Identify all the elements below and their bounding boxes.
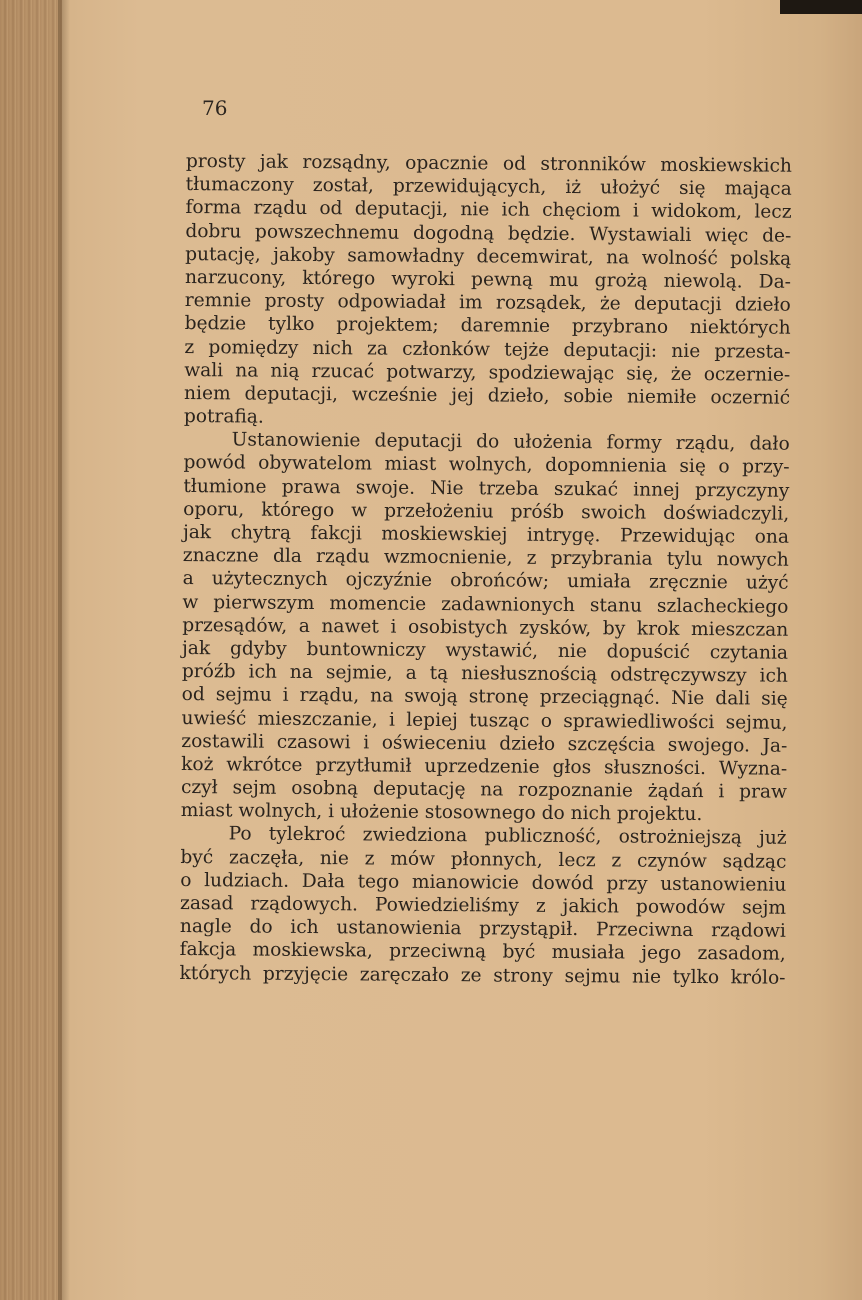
- text-line: narzucony, którego wyroki pewną mu grożą niewolą. Da-: [184, 266, 792, 293]
- text-line: fakcja moskiewska, przeciwną być musiała jego zasadom,: [179, 939, 786, 966]
- text-line: znaczne dla rządu wzmocnienie, z przybrania tylu nowych: [182, 545, 789, 571]
- text-line: przesądów, a nawet i osobistych zysków, by krok mieszczan: [182, 614, 789, 641]
- text-line: niem deputacji, wcześnie jej dzieło, sobie niemiłe oczernić: [184, 382, 791, 409]
- text-line: czył sejm osobną deputację na rozpoznanie żądań i praw: [180, 777, 788, 803]
- text-line: jak gdyby buntowniczy wystawić, nie dopuścić czytania: [182, 637, 789, 664]
- text-line: oporu, którego w przełożeniu próśb swoich doświadczyli,: [183, 498, 790, 525]
- text-line: potrafią.: [183, 406, 264, 428]
- text-line: jak chytrą fakcji moskiewskiej intrygę. Przewidując ona: [182, 521, 790, 548]
- text-line: zostawili czasowi i oświeceniu dzieło szczęścia swojego. Ja-: [181, 730, 788, 757]
- page-number: 76: [202, 96, 228, 120]
- text-line: będzie tylko projektem; daremnie przybrano niektórych: [184, 313, 791, 340]
- text-line: być zaczęła, nie z mów płonnych, lecz z czynów sądząc: [180, 846, 787, 873]
- text-line: z pomiędzy nich za członków tejże deputacji: nie przesta-: [184, 336, 791, 363]
- text-line: tłumione prawa swoje. Nie trzeba szukać innej przyczyny: [183, 475, 790, 502]
- text-line: próźb ich na sejmie, a tą niesłusznością odstręczywszy ich: [181, 661, 788, 687]
- text-line: powód obywatelom miast wolnych, dopomnienia się o przy-: [183, 452, 790, 479]
- text-line: dobru powszechnemu dogodną będzie. Wystawiali więc de-: [185, 220, 792, 247]
- page-corner-shadow: [780, 0, 862, 14]
- text-line: koż wkrótce przytłumił uprzedzenie głos słuszności. Wyzna-: [181, 753, 788, 780]
- text-line: których przyjęcie zaręczało ze strony sejmu nie tylko królo-: [179, 962, 786, 989]
- text-line: prosty jak rozsądny, opacznie od stronników moskiewskich: [185, 150, 792, 177]
- gutter-shadow: [58, 0, 70, 1300]
- text-line: wali na nią rzucać potwarzy, spodziewając się, że oczernie-: [184, 359, 791, 386]
- text-line: w pierwszym momencie zadawnionych stanu szlacheckiego: [182, 591, 789, 618]
- text-line: a użytecznych ojczyźnie obrońców; umiała zręcznie użyć: [182, 568, 789, 595]
- text-line: o ludziach. Dała tego mianowicie dowód przy ustanowieniu: [180, 869, 787, 896]
- body-text: [179, 150, 792, 989]
- text-line: miast wolnych, i ułożenie stosownego do nich projektu.: [180, 800, 703, 826]
- text-line: uwieść mieszczanie, i lepiej tusząc o sprawiedliwości sejmu,: [181, 707, 788, 734]
- text-line: forma rządu od deputacji, nie ich chęciom i widokom, lecz: [185, 197, 792, 224]
- text-line: putację, jakoby samowładny decemwirat, na wolność polską: [185, 243, 792, 270]
- text-line: tłumaczony został, przewidujących, iż ułożyć się mająca: [185, 174, 792, 200]
- text-line: nagle do ich ustanowienia przystąpił. Przeciwna rządowi: [179, 916, 786, 942]
- text-line: Po tylekroć zwiedziona publiczność, ostrożniejszą już: [228, 823, 787, 850]
- book-gutter: [0, 0, 62, 1300]
- text-line: Ustanowienie deputacji do ułożenia formy rządu, dało: [231, 429, 790, 456]
- text-line: zasad rządowych. Powiedzieliśmy z jakich powodów sejm: [179, 892, 787, 919]
- text-line: remnie prosty odpowiadał im rozsądek, że deputacji dzieło: [184, 290, 791, 316]
- text-line: od sejmu i rządu, na swoją stronę przeciągnąć. Nie dali się: [181, 684, 788, 711]
